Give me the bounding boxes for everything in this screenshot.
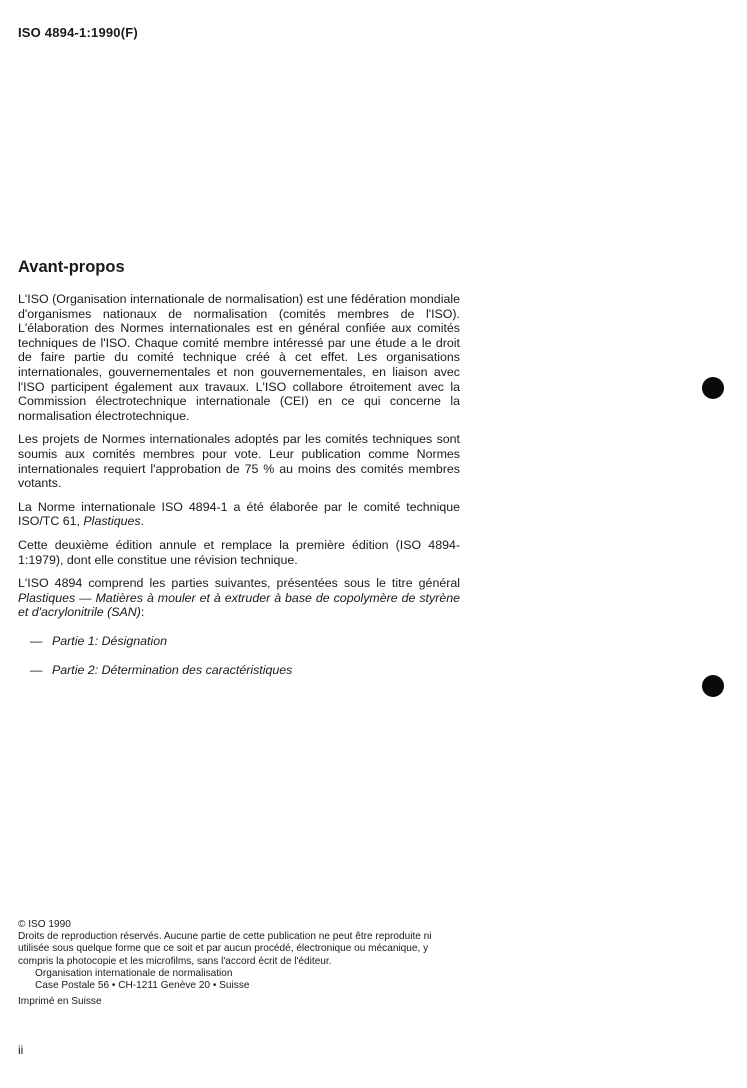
copyright-notice: © ISO 1990: [18, 919, 71, 930]
list-item: [18, 634, 460, 649]
paragraph-3-end: .: [140, 514, 145, 529]
part-1-label: Partie 1: Désignation: [52, 633, 168, 648]
foreword-body: [18, 292, 460, 693]
committee-name: Plastiques: [83, 514, 141, 529]
postal-address: Case Postale 56 • CH-1211 Genève 20 • Suisse: [35, 980, 250, 992]
paragraph-5-end: :: [140, 605, 145, 620]
list-dash: —: [30, 633, 43, 648]
paragraph-5-text: L'ISO 4894 comprend les parties suivantes, présentées sous le titre général: [18, 576, 460, 591]
foreword-heading: Avant-propos: [18, 258, 125, 276]
document-code-header: ISO 4894-1:1990(F): [18, 25, 138, 40]
foreword-paragraph-5: [18, 576, 460, 620]
parts-list: [18, 634, 460, 678]
list-dash: —: [30, 663, 43, 678]
general-title: Plastiques — Matières à mouler et à extruder à base de copolymère de styrène et d'acrylonitrile (SAN): [18, 590, 460, 620]
paragraph-3-text: La Norme internationale ISO 4894-1 a été élaborée par le comité technique ISO/TC 61,: [18, 499, 460, 529]
foreword-paragraph-1: L'ISO (Organisation internationale de normalisation) est une fédération mondiale d'organismes nationaux de normalisation (comités membres de l'ISO). L'élaboration des Normes internationales est en général confiée aux comités techniques de l'ISO. Chaque comité membre intéressé par une étude a le droit de faire partie du comité technique créé à cet effet. Les organisations internationales, gouvernementales et non gouvernementales, en liaison avec l'ISO participent également aux travaux. L'ISO collabore étroitement avec la Commission électrotechnique internationale (CEI) en ce qui concerne la normalisation électrotechnique.: [18, 292, 460, 423]
binder-hole-top: [702, 377, 724, 399]
foreword-paragraph-4: Cette deuxième édition annule et remplace la première édition (ISO 4894-1:1979), dont elle constitue une révision technique.: [18, 537, 460, 567]
part-2-label: Partie 2: Détermination des caractéristiques: [52, 663, 293, 678]
list-item: [18, 663, 460, 678]
binder-hole-bottom: [702, 675, 724, 697]
copyright-block: [18, 919, 463, 1008]
organisation-name: Organisation internationale de normalisation: [35, 967, 233, 979]
printed-in: Imprimé en Suisse: [18, 996, 102, 1008]
reproduction-rights: Droits de reproduction réservés. Aucune partie de cette publication ne peut être reproduite ni utilisée sous quelque forme que ce soit et par aucun procédé, électronique ou mécanique, y compris la photocopie et les microfilms, sans l'accord écrit de l'éditeur.: [18, 931, 432, 967]
foreword-paragraph-3: [18, 500, 460, 529]
page-number: ii: [18, 1043, 24, 1057]
foreword-paragraph-2: Les projets de Normes internationales adoptés par les comités techniques sont soumis aux comités membres pour vote. Leur publication comme Normes internationales requiert l'approbation de 75 % au moins des comités membres votants.: [18, 432, 460, 491]
